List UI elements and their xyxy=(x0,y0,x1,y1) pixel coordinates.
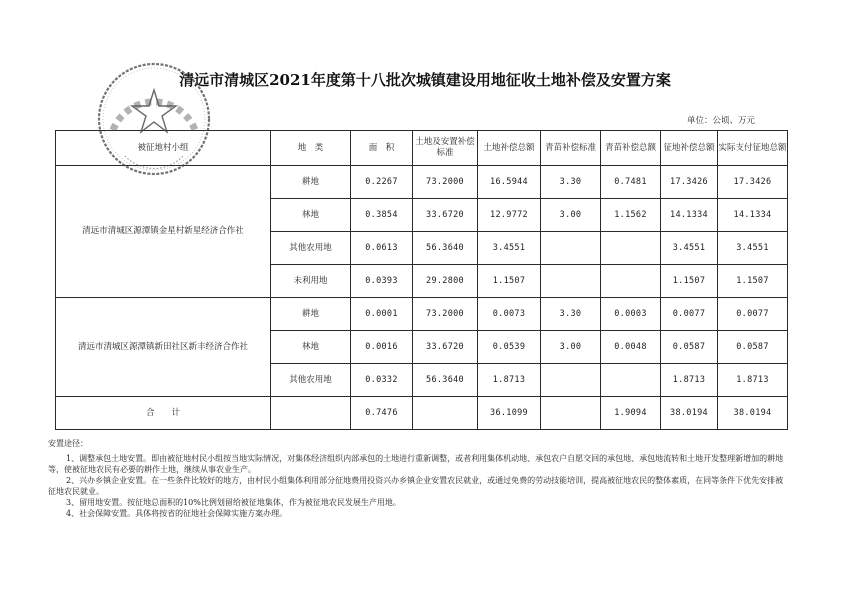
total-row xyxy=(56,397,788,430)
cell-land-std: 56.3640 xyxy=(413,364,478,397)
cell-land-total: 0.0073 xyxy=(478,298,541,331)
cell-area: 0.3854 xyxy=(351,199,413,232)
cell-land-total: 12.9772 xyxy=(478,199,541,232)
cell-land-type: 其他农用地 xyxy=(271,232,351,265)
compensation-table xyxy=(55,130,788,430)
cell-land-std: 73.2000 xyxy=(413,298,478,331)
unit-label: 单位：公顷、万元 xyxy=(687,116,756,126)
header-actual-total: 实际支付征地总额 xyxy=(718,131,788,166)
cell-actual-total: 1.1507 xyxy=(718,265,788,298)
cell-land-std: 33.6720 xyxy=(413,331,478,364)
header-area: 面 积 xyxy=(351,131,413,166)
cell-crop-std xyxy=(541,397,601,430)
cell-land-std: 29.2800 xyxy=(413,265,478,298)
header-row xyxy=(56,131,788,166)
cell-crop-total: 0.0048 xyxy=(601,331,661,364)
cell-crop-std: 3.30 xyxy=(541,166,601,199)
group-name: 清远市清城区源潭镇新田社区新丰经济合作社 xyxy=(56,298,271,397)
cell-land-type: 耕地 xyxy=(271,166,351,199)
cell-crop-total: 1.1562 xyxy=(601,199,661,232)
cell-crop-std xyxy=(541,364,601,397)
cell-comp-total: 0.0587 xyxy=(661,331,718,364)
cell-land-total: 3.4551 xyxy=(478,232,541,265)
header-village-group: 被征地村小组 xyxy=(56,131,271,166)
cell-crop-total: 1.9094 xyxy=(601,397,661,430)
cell-land-std: 56.3640 xyxy=(413,232,478,265)
cell-land-total: 1.8713 xyxy=(478,364,541,397)
cell-land-type: 林地 xyxy=(271,199,351,232)
table-row xyxy=(56,166,788,199)
cell-land-type xyxy=(271,397,351,430)
cell-area: 0.7476 xyxy=(351,397,413,430)
cell-comp-total: 14.1334 xyxy=(661,199,718,232)
cell-land-type: 耕地 xyxy=(271,298,351,331)
cell-actual-total: 0.0077 xyxy=(718,298,788,331)
header-crop-std: 青苗补偿标准 xyxy=(541,131,601,166)
cell-actual-total: 1.8713 xyxy=(718,364,788,397)
cell-crop-total: 0.7481 xyxy=(601,166,661,199)
cell-crop-std xyxy=(541,265,601,298)
cell-comp-total: 1.8713 xyxy=(661,364,718,397)
cell-actual-total: 38.0194 xyxy=(718,397,788,430)
cell-crop-total xyxy=(601,364,661,397)
cell-area: 0.0393 xyxy=(351,265,413,298)
cell-land-type: 其他农用地 xyxy=(271,364,351,397)
header-land-total: 土地补偿总额 xyxy=(478,131,541,166)
cell-crop-std: 3.30 xyxy=(541,298,601,331)
cell-crop-std xyxy=(541,232,601,265)
cell-land-total: 16.5944 xyxy=(478,166,541,199)
cell-area: 0.2267 xyxy=(351,166,413,199)
cell-crop-std: 3.00 xyxy=(541,199,601,232)
table-row xyxy=(56,298,788,331)
note-item: 3、留用地安置。按征地总面积的10%比例划留给被征地集体，作为被征地农民发展生产用地。 xyxy=(66,498,401,507)
cell-crop-total xyxy=(601,232,661,265)
cell-land-std: 33.6720 xyxy=(413,199,478,232)
cell-land-total: 1.1507 xyxy=(478,265,541,298)
cell-area: 0.0332 xyxy=(351,364,413,397)
note-item: 4、社会保障安置。具体将按省的征地社会保障实施方案办理。 xyxy=(66,509,288,518)
cell-area: 0.0016 xyxy=(351,331,413,364)
total-label: 合 计 xyxy=(56,397,271,430)
header-crop-total: 青苗补偿总额 xyxy=(601,131,661,166)
notes-heading: 安置途径： xyxy=(48,439,88,448)
resettlement-notes xyxy=(48,438,788,519)
cell-land-type: 林地 xyxy=(271,331,351,364)
header-comp-total: 征地补偿总额 xyxy=(661,131,718,166)
cell-crop-total: 0.0003 xyxy=(601,298,661,331)
cell-actual-total: 3.4551 xyxy=(718,232,788,265)
cell-comp-total: 17.3426 xyxy=(661,166,718,199)
cell-land-total: 36.1099 xyxy=(478,397,541,430)
cell-land-std xyxy=(413,397,478,430)
document-title: 清远市清城区2021年度第十八批次城镇建设用地征收土地补偿及安置方案 xyxy=(179,71,671,89)
cell-comp-total: 1.1507 xyxy=(661,265,718,298)
note-item: 2、兴办乡镇企业安置。在一些条件比较好的地方，由村民小组集体利用部分征地费用投资兴办乡镇企业安置农民就业，或通过免费的劳动技能培训，提高被征地农民的整体素质，在同等条件下优先安排被征地农民就业。 xyxy=(48,476,784,496)
cell-actual-total: 17.3426 xyxy=(718,166,788,199)
cell-crop-std: 3.00 xyxy=(541,331,601,364)
note-item: 1、调整承包土地安置。即由被征地村民小组按当地实际情况，对集体经济组织内部承包的土地进行重新调整，或者利用集体机动地、承包农户自愿交回的承包地、承包地流转和土地开发整理新增加的耕地等，使被征地农民有必要的耕作土地，继续从事农业生产。 xyxy=(48,454,784,474)
cell-land-total: 0.0539 xyxy=(478,331,541,364)
cell-crop-total xyxy=(601,265,661,298)
cell-land-std: 73.2000 xyxy=(413,166,478,199)
cell-area: 0.0613 xyxy=(351,232,413,265)
group-name: 清远市清城区源潭镇金星村新星经济合作社 xyxy=(56,166,271,298)
cell-area: 0.0001 xyxy=(351,298,413,331)
cell-comp-total: 38.0194 xyxy=(661,397,718,430)
header-land-std: 土地及安置补偿标准 xyxy=(413,131,478,166)
cell-actual-total: 0.0587 xyxy=(718,331,788,364)
cell-comp-total: 3.4551 xyxy=(661,232,718,265)
cell-land-type: 未利用地 xyxy=(271,265,351,298)
header-land-type: 地 类 xyxy=(271,131,351,166)
cell-actual-total: 14.1334 xyxy=(718,199,788,232)
cell-comp-total: 0.0077 xyxy=(661,298,718,331)
